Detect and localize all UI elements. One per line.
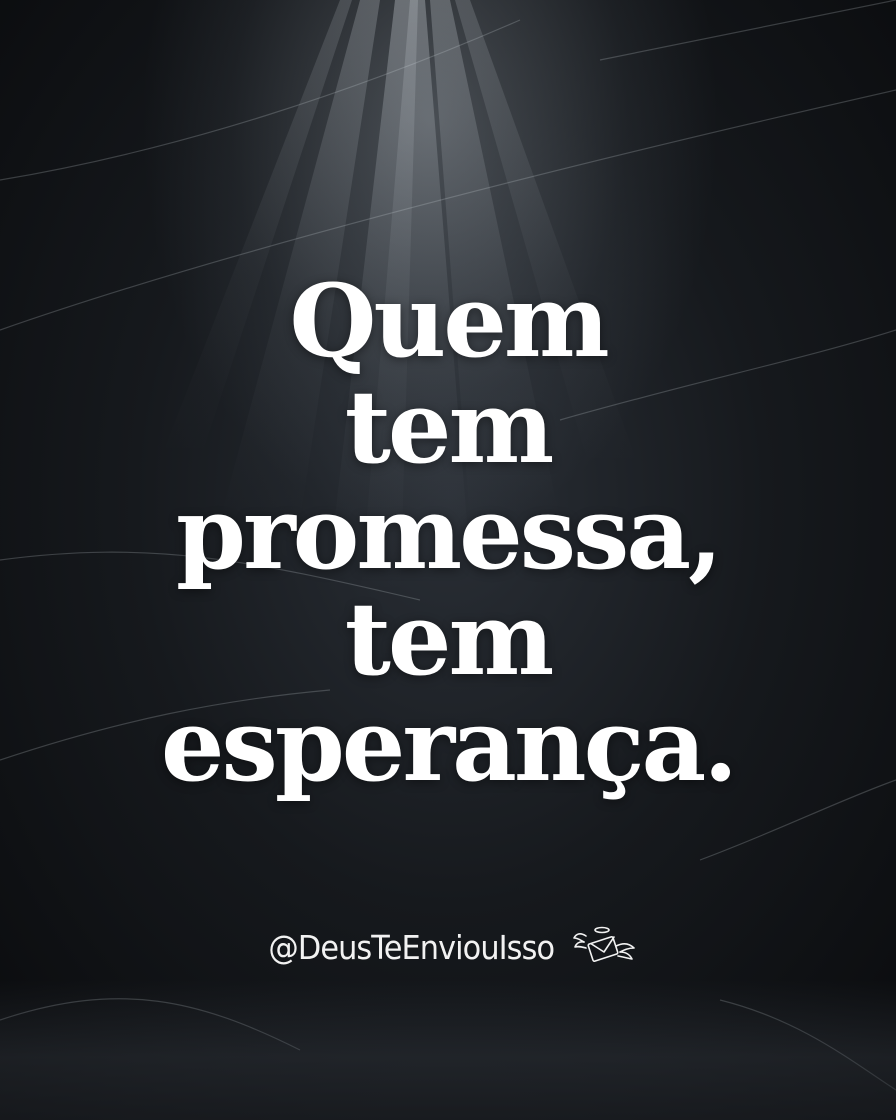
- quote-line-4: tem: [344, 580, 552, 698]
- signature: [0, 922, 896, 972]
- quote-line-2: tem: [344, 368, 552, 486]
- quote-line-1: Quem: [289, 262, 607, 380]
- quote-text: [0, 262, 896, 804]
- social-handle: @DeusTeEnviouIsso: [268, 927, 554, 967]
- quote-line-5: esperança.: [160, 686, 736, 804]
- quote-line-3: promessa,: [176, 474, 720, 592]
- winged-envelope-icon: [572, 924, 640, 970]
- floor-haze: [0, 980, 896, 1120]
